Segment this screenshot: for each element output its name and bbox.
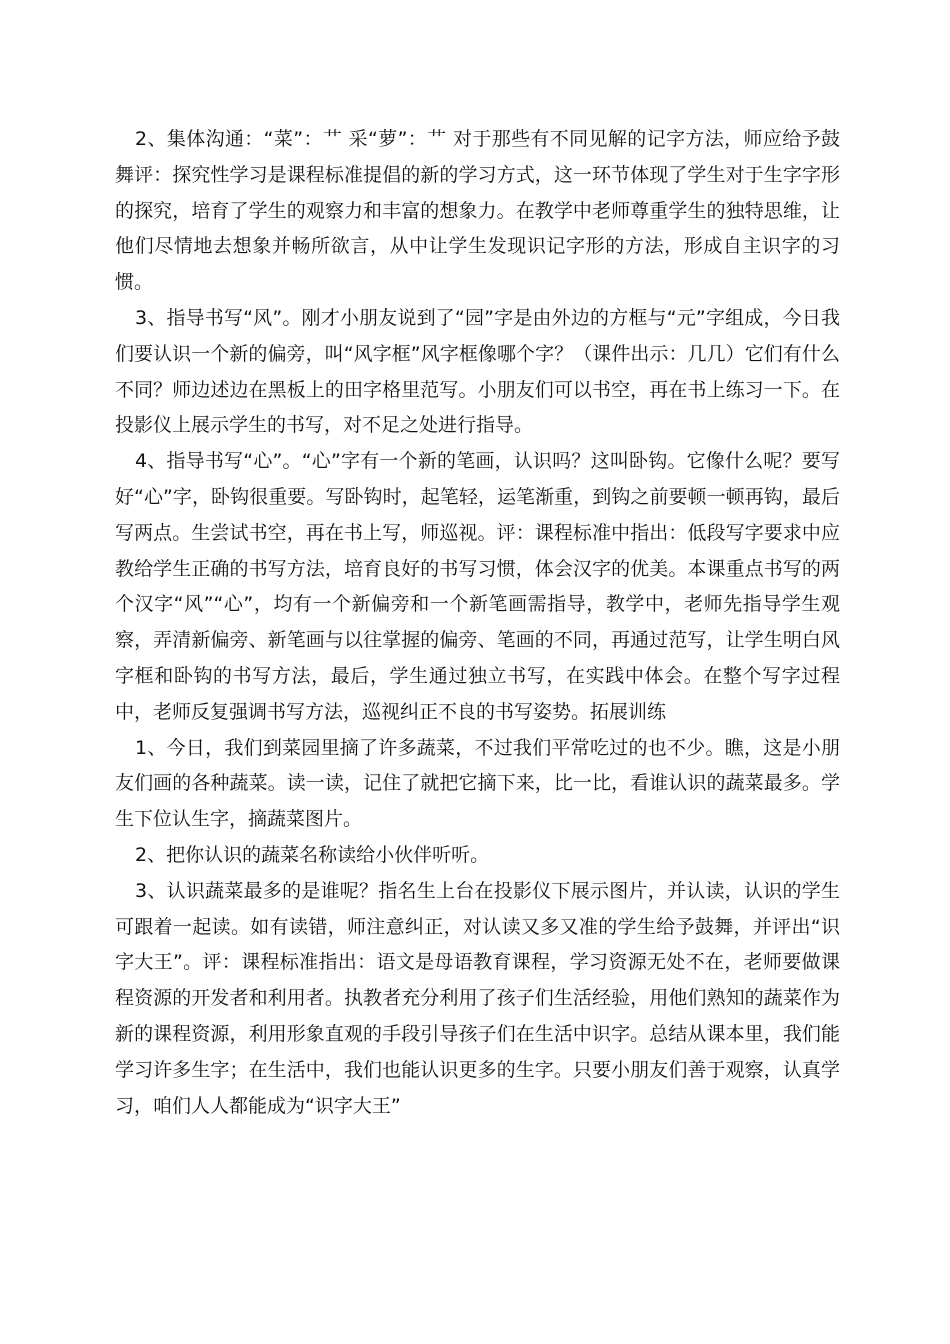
paragraph-vegetable-garden: 1、今日，我们到菜园里摘了许多蔬菜，不过我们平常吃过的也不少。瞧，这是小朋友们画的各种蔬菜。读一读，记住了就把它摘下来，比一比，看谁认识的蔬菜最多。学生下位认生字，摘蔬菜图片。 [115, 736, 840, 831]
paragraph-read-to-partner: 2、把你认识的蔬菜名称读给小伙伴听听。 [135, 843, 490, 866]
document-body [115, 122, 840, 1124]
paragraph-literacy-king: 3、认识蔬菜最多的是谁呢？指名生上台在投影仪下展示图片，并认读，认识的学生可跟着一起读。如有读错，师注意纠正，对认读又多又准的学生给予鼓舞，并评出“识字大王”。评：课程标准指出：语文是母语教育课程，学习资源无处不在，老师要做课程资源的开发者和利用者。执教者充分利用了孩子们生活经验，用他们熟知的蔬菜作为新的课程资源，利用形象直观的手段引导孩子们在生活中识字。总结从课本里，我们能学习许多生字；在生活中，我们也能认识更多的生字。只要小朋友们善于观察，认真学习，咱们人人都能成为“识字大王” [115, 879, 840, 1117]
paragraph-write-xin: 4、指导书写“心”。“心”字有一个新的笔画，认识吗？这叫卧钩。它像什么呢？要写好“心”字，卧钩很重要。写卧钩时，起笔轻，运笔渐重，到钩之前要顿一顿再钩，最后写两点。生尝试书空，再在书上写，师巡视。评：课程标准中指出：低段写字要求中应教给学生正确的书写方法，培育良好的书写习惯，体会汉字的优美。本课重点书写的两个汉字“风”“心”，均有一个新偏旁和一个新笔画需指导，教学中，老师先指导学生观察，弄清新偏旁、新笔画与以往掌握的偏旁、笔画的不同，再通过范写，让学生明白风字框和卧钩的书写方法，最后，学生通过独立书写，在实践中体会。在整个写字过程中，老师反复强调书写方法，巡视纠正不良的书写姿势。拓展训练 [115, 450, 840, 723]
paragraph-collective-communication: 2、集体沟通：“菜”：艹 采“萝”：艹 对于那些有不同见解的记字方法，师应给予鼓舞评：探究性学习是课程标准提倡的新的学习方式，这一环节体现了学生对于生字字形的探究，培育了学生的观察力和丰富的想象力。在教学中老师尊重学生的独特思维，让他们尽情地去想象并畅所欲言，从中让学生发现识记字形的方法，形成自主识字的习惯。 [115, 128, 840, 294]
paragraph-write-feng: 3、指导书写“风”。刚才小朋友说到了“园”字是由外边的方框与“元”字组成，今日我们要认识一个新的偏旁，叫“风字框”风字框像哪个字？（课件出示：几几）它们有什么不同？师边述边在黑板上的田字格里范写。小朋友们可以书空，再在书上练习一下。在投影仪上展示学生的书写，对不足之处进行指导。 [115, 306, 840, 437]
